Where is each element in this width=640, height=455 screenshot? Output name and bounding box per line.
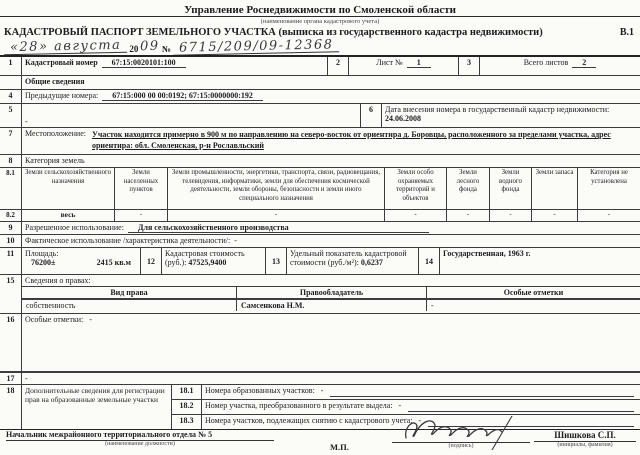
document-title: КАДАСТРОВЫЙ ПАСПОРТ ЗЕМЕЛЬНОГО УЧАСТКА (выписка из государственного кадастра недвижимости) (4, 27, 543, 38)
actual-use-label: Фактическое использование /характеристика деятельности/: (25, 236, 231, 245)
row-number-6: 6 (360, 104, 382, 127)
row-number-7: 7 (0, 128, 22, 154)
category-value-7: - (607, 211, 611, 218)
row-number-8-2: 8.2 (0, 210, 22, 221)
category-not-set: Категория не установлена (590, 169, 628, 185)
row-transformed-parcel (172, 400, 640, 415)
total-sheets-label: Всего листов (523, 58, 569, 67)
formed-parcels-label: Номера образованных участков: (205, 386, 315, 395)
row-number-18: 18 (0, 385, 22, 429)
general-section-title: Общие сведения (25, 77, 85, 86)
row-additional-info (0, 385, 640, 429)
additional-info-label: Дополнительные сведения для регистрации прав на образованные земельные участки (22, 385, 172, 429)
sheet-value: 1 (407, 58, 431, 68)
row-number-11: 11 (0, 248, 22, 274)
official-name: Шишкова С.П. (534, 430, 636, 442)
row-number-4: 4 (0, 90, 22, 103)
number-sign: № (161, 44, 171, 54)
area-label: Площадь: (25, 249, 59, 258)
row-area-cost (0, 248, 640, 275)
handwritten-date: «28» августа (4, 39, 128, 56)
location-value: Участок находится примерно в 900 м по направлению на северо-восток от ориентира д. Боровцы, расположенного за пределами участка, адрес ориентира: обл. Смоленская, р-н Рославльский (91, 130, 611, 150)
category-water: Земли водного фонда (490, 168, 532, 209)
row-number-17: 17 (0, 373, 22, 384)
special-notes-label: Особые отметки: (25, 315, 84, 324)
row-formed-parcels (172, 385, 640, 400)
signature-line (392, 428, 530, 443)
previous-numbers-value: 67:15:000 00 00:0192; 67:15:0000000:192 (102, 91, 263, 101)
cadastral-cost-value: 47525,9400 (188, 258, 227, 267)
form-code: В.1 (619, 27, 634, 38)
transformed-parcel-field-line (408, 411, 634, 412)
row-category-values (0, 210, 640, 222)
name-caption: (инициалы, фамилия) (557, 442, 613, 448)
row-number-8-1: 8.1 (0, 168, 22, 209)
signature-block (0, 428, 640, 455)
row-17 (0, 372, 640, 385)
rights-table (22, 286, 640, 313)
row-number-5: 5 (0, 104, 22, 127)
document-header (0, 0, 640, 55)
row-number-18-3: 18.3 (172, 415, 202, 429)
row-number-14: 14 (418, 248, 440, 274)
removed-parcels-label: Номера участков, подлежащих снятию с кадастрового учета: (205, 416, 413, 425)
row-actual-use (0, 235, 640, 248)
formed-parcels-field-line (330, 396, 634, 397)
category-agricultural: Земли сельскохозяйственного назначения (22, 168, 115, 209)
permitted-use-value: Для сельскохозяйственного производства (128, 223, 429, 233)
row-number-2: 2 (327, 57, 349, 75)
category-value-2: - (168, 210, 385, 221)
area-unit-value: 2415 кв.м (96, 258, 131, 267)
notes-value: - (431, 301, 434, 310)
row-permitted-use (0, 222, 640, 235)
removed-parcels-value: - (418, 416, 422, 425)
row-17-value: - (25, 374, 28, 383)
form-table (0, 55, 640, 430)
category-value-3: - (385, 210, 447, 221)
row-number-3: 3 (458, 57, 480, 75)
handwritten-signature (400, 416, 525, 450)
registration-date-value: 24.06.2008 (385, 114, 421, 123)
signature-caption: (подпись) (448, 443, 474, 449)
row-rights (0, 275, 640, 314)
row-number-13: 13 (265, 248, 287, 274)
row-number-12: 12 (140, 248, 162, 274)
specific-cost-value: 0,6237 (360, 258, 383, 267)
category-industry: Земли промышленности, энергетики, транспорта, связи, радиовещания, телевидения, информатики, земли для обеспечения космической деятельности, земли обороны, безопасности и земли иного специального назначения (168, 168, 385, 209)
row-number-1: 1 (0, 57, 22, 75)
row-number-10: 10 (0, 235, 22, 247)
permitted-use-label: Разрешенное использование: (25, 223, 124, 232)
previous-numbers-label: Предыдущие номера: (25, 91, 99, 100)
stamp-place: М.П. (330, 442, 349, 452)
row-number-8: 8 (0, 155, 22, 167)
official-position: Начальник межрайонного территориального отдела № 5 (6, 430, 274, 441)
registration-date-label: Дата внесения номера в государственный кадастр недвижимости: (385, 105, 610, 114)
transformed-parcel-value: - (398, 401, 402, 410)
category-forest: Земли лесного фонда (447, 168, 490, 209)
holder-header: Правообладатель (237, 287, 427, 298)
row-cadastral-number (0, 57, 640, 76)
row-number-18-2: 18.2 (172, 400, 202, 414)
row-general-section (0, 76, 640, 90)
row-registration-date (0, 104, 640, 128)
cadastral-number-label: Кадастровый номер (25, 58, 98, 67)
row-5-value: - (25, 117, 28, 126)
row-number-18-1: 18.1 (172, 385, 202, 399)
org-name: Управление Роснедвижимости по Смоленской области (184, 4, 456, 16)
notes-header: Особые отметки (503, 288, 564, 297)
category-value-5: - (490, 210, 532, 221)
category-value-0: весь (22, 210, 115, 221)
category-settlements: Земли населенных пунктов (115, 168, 168, 209)
special-notes-value: - (89, 315, 92, 324)
rights-table-row (22, 299, 640, 311)
row-land-category (0, 155, 640, 168)
holder-value: Самсенкова Н.М. (237, 300, 427, 311)
position-caption: (наименование должности) (105, 441, 175, 447)
sheet-label: Лист № (376, 58, 403, 67)
row-special-notes (0, 314, 640, 372)
row-category-headers (0, 168, 640, 210)
handwritten-number: 6715/209/09-12368 (173, 38, 340, 55)
category-value-4: - (447, 210, 490, 221)
date-number-line (0, 38, 640, 55)
rights-table-header (22, 287, 640, 299)
ownership-origin-value: Государственная, 1963 г. (443, 249, 531, 258)
area-value: 76200± (31, 258, 56, 267)
org-underline (0, 16, 640, 17)
specific-cost-label: Удельный показатель кадастровой стоимости (руб./м²): (290, 249, 407, 267)
year-prefix: 20 (129, 44, 139, 54)
row-number-15: 15 (0, 275, 22, 313)
category-protected: Земли особо охраняемых территорий и объектов (385, 168, 447, 209)
category-value-1: - (115, 210, 168, 221)
handwritten-year: 09 (140, 38, 161, 55)
category-reserve: Земли запаса (532, 168, 578, 209)
row-number-9: 9 (0, 222, 22, 234)
right-type-value: собственность (22, 300, 237, 311)
land-category-label: Категория земель (25, 156, 85, 165)
row-number-16: 16 (0, 314, 22, 371)
location-label: Местоположение: (25, 129, 86, 138)
formed-parcels-value: - (320, 386, 324, 395)
total-sheets-value: 2 (572, 58, 596, 68)
transformed-parcel-label: Номер участка, преобразованного в результате выдела: (205, 401, 393, 410)
right-type-header: Вид права (22, 287, 237, 298)
row-previous-numbers (0, 90, 640, 104)
cadastral-cost-label: Кадастровая стоимость (руб.): (165, 249, 245, 267)
actual-use-value: - (234, 236, 237, 245)
org-caption: (наименование органа кадастрового учета) (260, 18, 380, 25)
row-location (0, 128, 640, 155)
rights-label: Сведения о правах: (25, 276, 91, 285)
category-value-6: - (532, 210, 578, 221)
cadastral-number-value: 67:15:0020101:100 (102, 58, 186, 68)
